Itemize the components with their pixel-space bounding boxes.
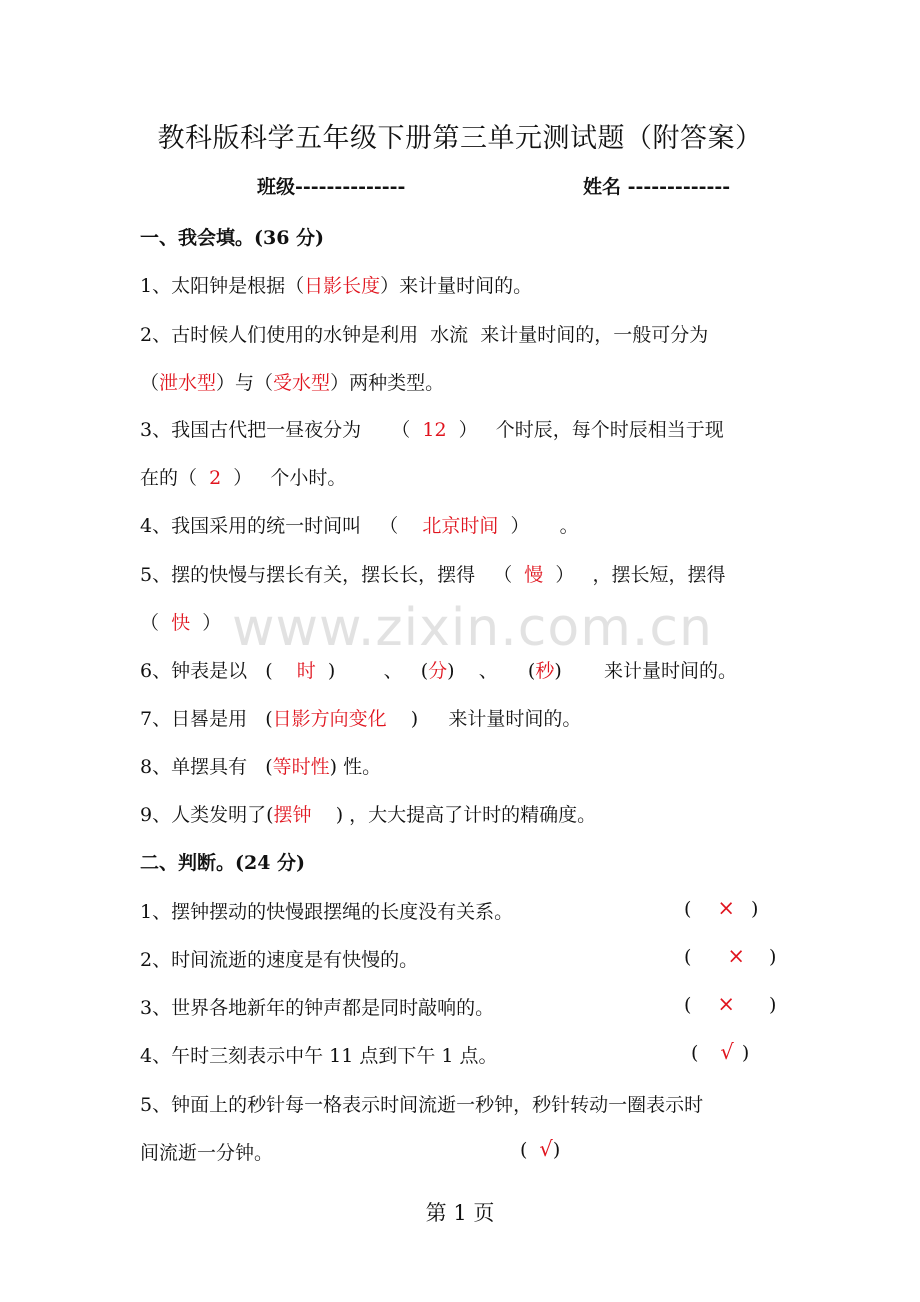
- judge-answer-5: ( √): [520, 1137, 561, 1161]
- page-number: 第 1 页: [425, 1201, 495, 1225]
- question-9: 9、人类发明了(摆钟 ) ，大大提高了计时的精确度。: [140, 804, 597, 826]
- page-title: 教科版科学五年级下册第三单元测试题（附答案）: [157, 123, 763, 154]
- answer-text: 摆钟: [273, 804, 312, 826]
- judge-item-5-line-1: 5、钟面上的秒针每一格表示时间流逝一秒钟，秒针转动一圈表示时: [140, 1094, 704, 1116]
- answer-text: 时: [296, 660, 316, 682]
- judge-item-1: 1、摆钟摆动的快慢跟摆绳的长度没有关系。: [140, 901, 514, 923]
- question-4: 4、我国采用的统一时间叫 （ 北京时间 ） 。: [140, 515, 579, 537]
- answer-text: 秒: [535, 660, 555, 682]
- question-5-line-2: （ 快 ）: [140, 612, 222, 634]
- judge-answer-4: ( √ ): [691, 1040, 750, 1064]
- class-field-label: 班级--------------: [257, 176, 406, 198]
- section-heading-fill: 一、我会填。(36 分): [140, 227, 325, 249]
- judge-answer-3: ( × ): [684, 992, 777, 1016]
- check-mark-icon: √: [539, 1137, 553, 1161]
- answer-text: 12: [422, 419, 447, 441]
- judge-item-2: 2、时间流逝的速度是有快慢的。: [140, 949, 419, 971]
- judge-answer-1: ( × ): [684, 896, 759, 920]
- answer-text: 受水型: [273, 372, 331, 394]
- answer-text: 北京时间: [422, 515, 499, 537]
- cross-mark-icon: ×: [717, 992, 736, 1016]
- check-mark-icon: √: [720, 1040, 734, 1064]
- answer-text: 2: [209, 467, 222, 489]
- answer-text: 快: [171, 612, 191, 634]
- cross-mark-icon: ×: [717, 896, 736, 920]
- cross-mark-icon: ×: [727, 944, 746, 968]
- question-2-line-2: （泄水型）与（受水型）两种类型。: [140, 372, 445, 394]
- question-1: 1、太阳钟是根据（日影长度）来计量时间的。: [140, 275, 533, 297]
- question-3-line-1: 3、我国古代把一昼夜分为 （ 12 ） 个时辰，每个时辰相当于现: [140, 419, 724, 441]
- answer-text: 分: [428, 660, 448, 682]
- judge-item-4: 4、午时三刻表示中午 11 点到下午 1 点。: [140, 1045, 498, 1067]
- name-field-label: 姓名 -------------: [583, 176, 731, 198]
- answer-text: 慢: [524, 564, 544, 586]
- question-5-line-1: 5、摆的快慢与摆长有关，摆长长，摆得 （ 慢 ） ，摆长短，摆得: [140, 564, 726, 586]
- judge-answer-2: ( × ): [684, 944, 777, 968]
- judge-item-5-line-2: 间流逝一分钟。: [140, 1142, 274, 1164]
- question-6: 6、钟表是以 ( 时 ) 、 (分) 、 (秒) 来计量时间的。: [140, 660, 738, 682]
- watermark: www.zixin.com.cn: [232, 598, 713, 658]
- answer-text: 日影方向变化: [272, 708, 387, 730]
- question-2-line-1: 2、古时候人们使用的水钟是利用 水流 来计量时间的，一般可分为: [140, 324, 709, 346]
- question-3-line-2: 在的（ 2 ） 个小时。: [140, 467, 347, 489]
- section-heading-judge: 二、判断。(24 分): [140, 852, 306, 874]
- judge-item-3: 3、世界各地新年的钟声都是同时敲响的。: [140, 997, 495, 1019]
- answer-text: 日影长度: [304, 275, 381, 297]
- answer-text: 等时性: [272, 756, 330, 778]
- answer-text: 泄水型: [159, 372, 217, 394]
- question-8: 8、单摆具有 (等时性) 性。: [140, 756, 382, 778]
- question-7: 7、日晷是用 (日影方向变化 ) 来计量时间的。: [140, 708, 582, 730]
